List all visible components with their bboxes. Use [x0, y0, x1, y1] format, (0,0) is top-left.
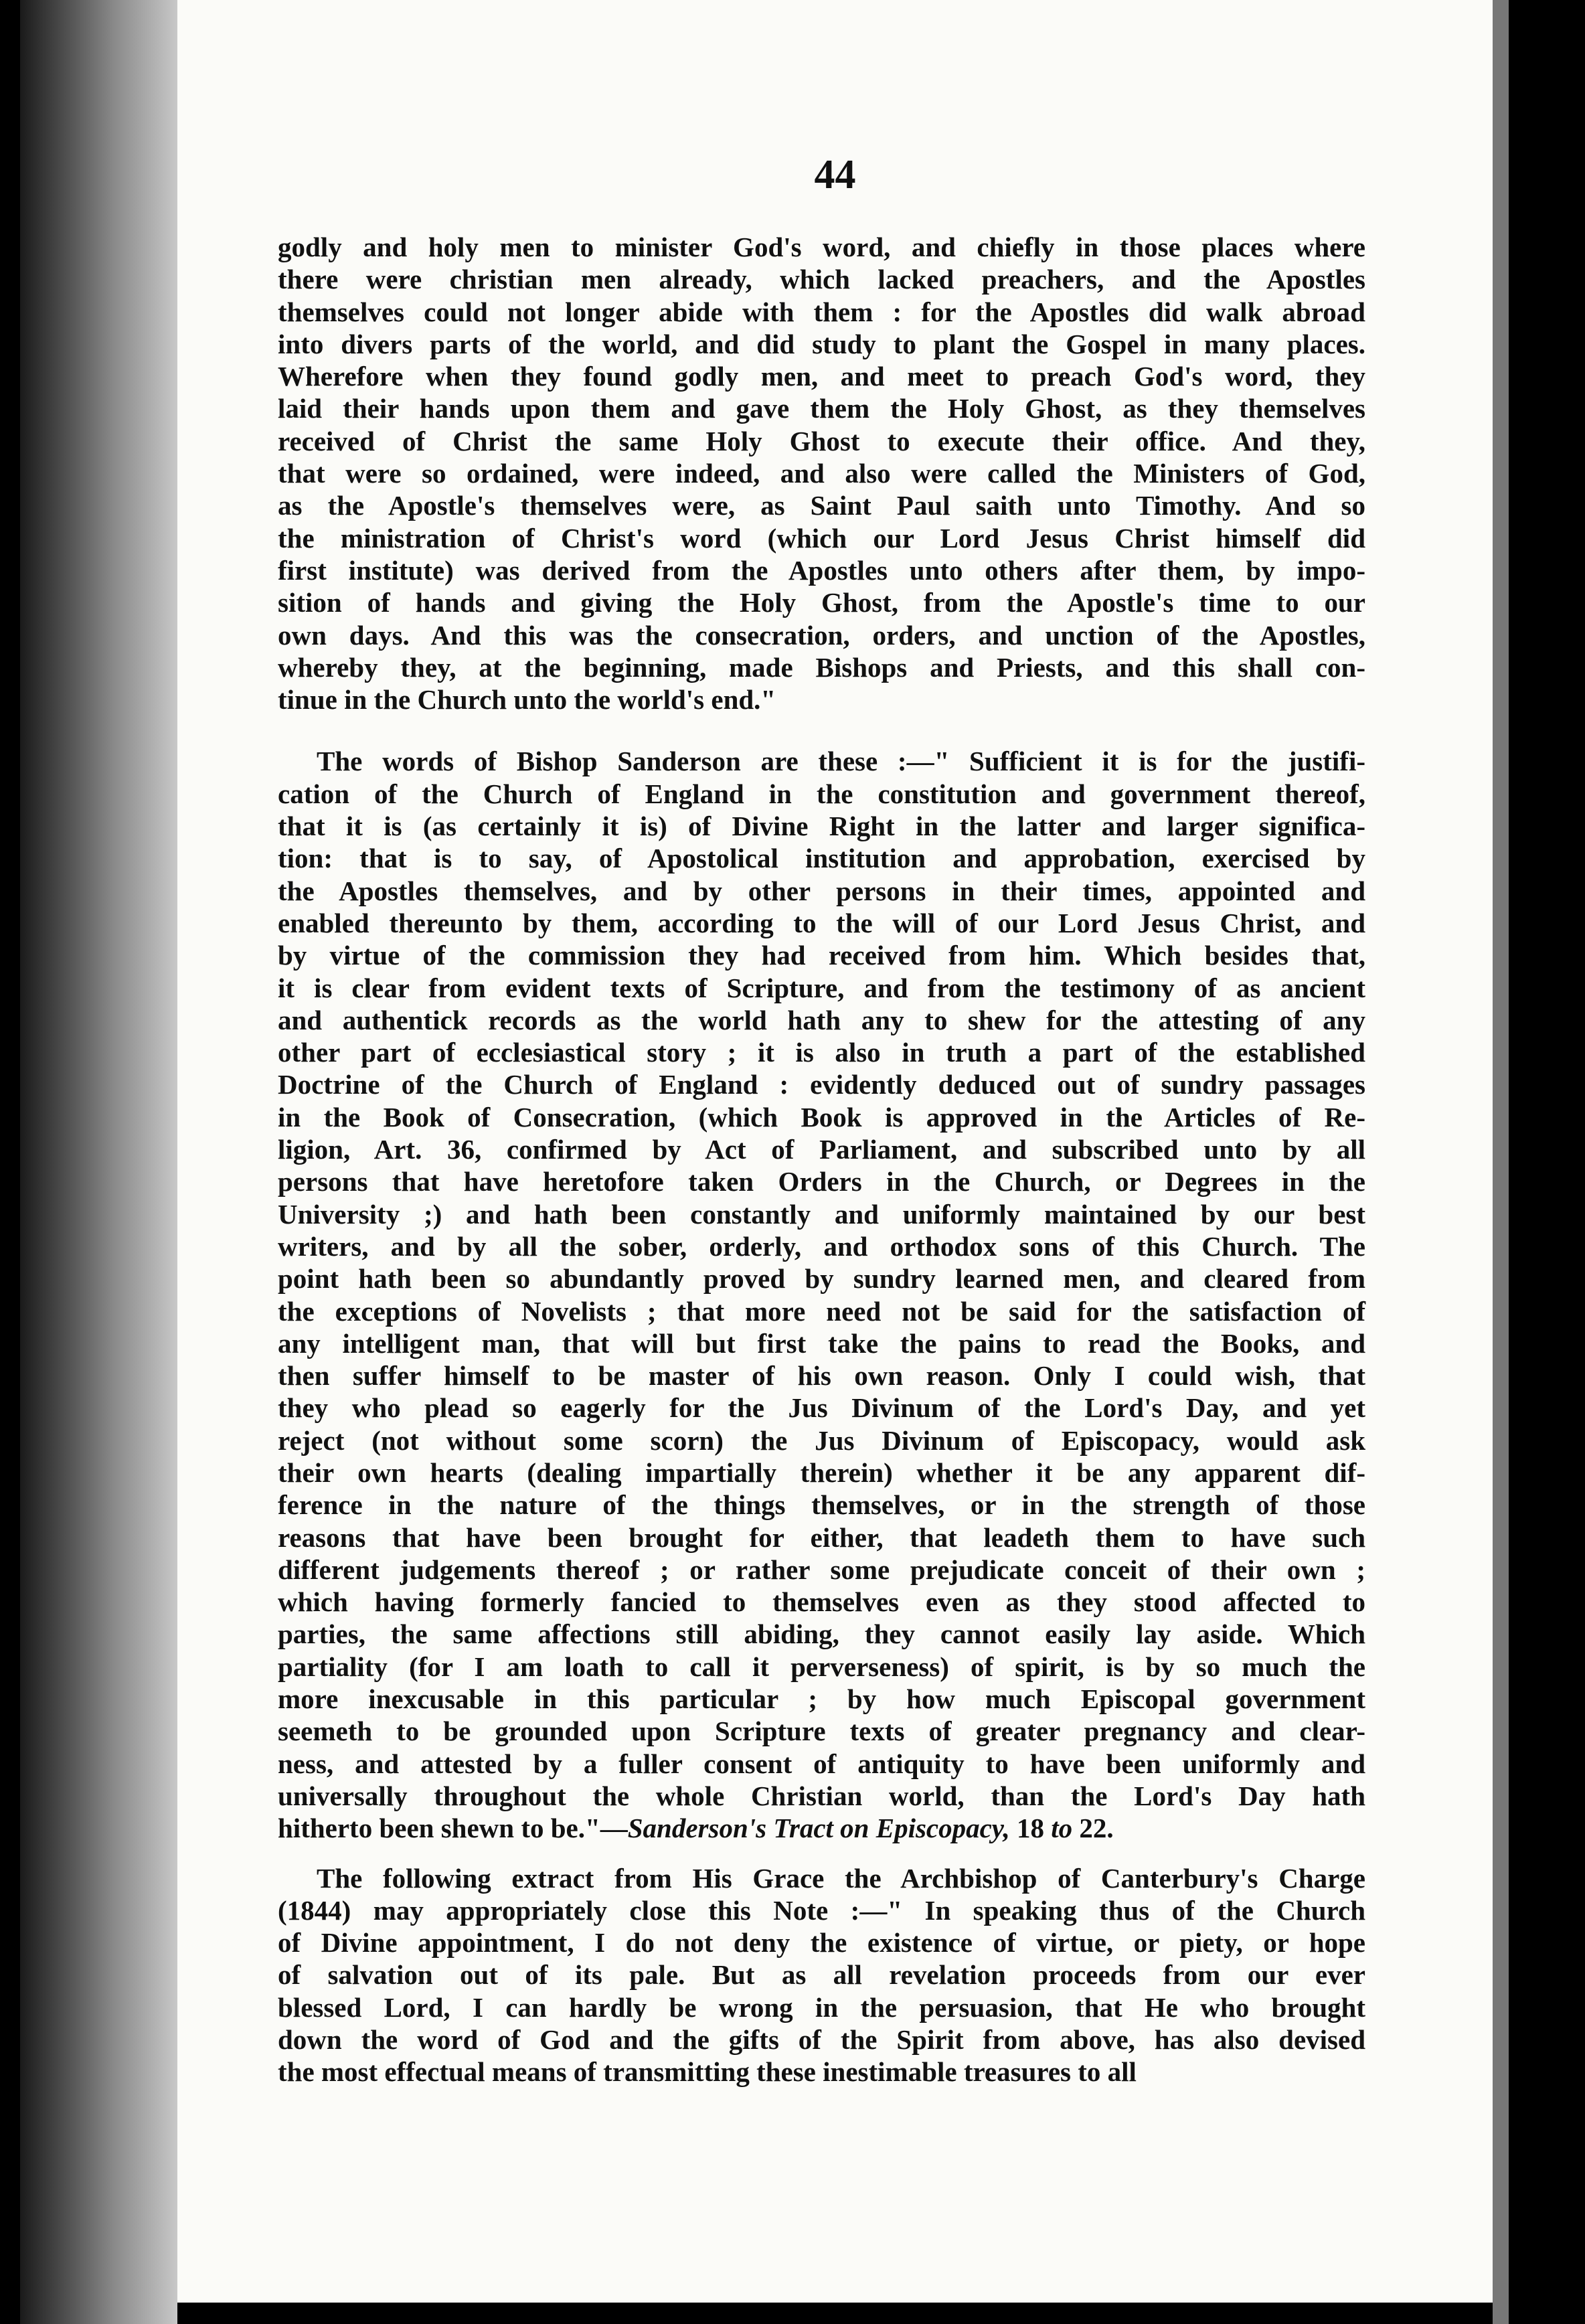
text-line: tion: that is to say, of Apostolical institution and approbation, exercised by [278, 843, 1365, 874]
text-line: seemeth to be grounded upon Scripture texts of greater pregnancy and clear- [278, 1716, 1365, 1747]
text-line: enabled thereunto by them, according to the will of our Lord Jesus Christ, and [278, 907, 1365, 938]
text-line: different judgements thereof ; or rather some prejudicate conceit of their own ; [278, 1554, 1365, 1585]
text-line: themselves could not longer abide with them : for the Apostles did walk abroad [278, 296, 1365, 327]
text-line: writers, and by all the sober, orderly, and orthodox sons of this Church. The [278, 1230, 1365, 1262]
text-line: whereby they, at the beginning, made Bishops and Priests, and this shall con- [278, 651, 1365, 683]
text-line: tinue in the Church unto the world's end." [278, 684, 776, 716]
text-line: sition of hands and giving the Holy Ghost, from the Apostle's time to our [278, 587, 1365, 618]
text-line: first institute) was derived from the Apostles unto others after them, by impo- [278, 554, 1365, 586]
text-line: godly and holy men to minister God's word, and chiefly in those places where [278, 232, 1365, 262]
text-line: any intelligent man, that will but first take the pains to read the Books, and [278, 1327, 1365, 1359]
text-line: ference in the nature of the things themselves, or in the strength of those [278, 1489, 1365, 1521]
text-line: universally throughout the whole Christian world, than the Lord's Day hath [278, 1780, 1365, 1811]
text-line: the Apostles themselves, and by other persons in their times, appointed and [278, 875, 1365, 906]
text-line: Doctrine of the Church of England : evidently deduced out of sundry passages [278, 1069, 1365, 1100]
text-line: which having formerly fancied to themselves even as they stood affected to [278, 1586, 1365, 1618]
paragraph-sanderson-quote [278, 745, 1365, 1844]
text-line: into divers parts of the world, and did study to plant the Gospel in many places. [278, 328, 1365, 359]
text-line: by virtue of the commission they had received from him. Which besides that, [278, 940, 1365, 971]
text-line: received of Christ the same Holy Ghost to execute their office. And they, [278, 425, 1365, 456]
text-line: the ministration of Christ's word (which our Lord Jesus Christ himself did [278, 522, 1365, 554]
text-line: the most effectual means of transmitting these inestimable treasures to all [278, 2056, 1137, 2088]
text-line: blessed Lord, I can hardly be wrong in the persuasion, that He who brought [278, 1991, 1365, 2023]
text-line: that it is (as certainly it is) of Divine Right in the latter and larger significa- [278, 811, 1365, 842]
text-line: own days. And this was the consecration, orders, and unction of the Apostles, [278, 619, 1365, 651]
text-line: Wherefore when they found godly men, and meet to preach God's word, they [278, 361, 1365, 392]
paragraph-ordination-quote [278, 231, 1365, 716]
citation-text: hitherto been shewn to be."— [278, 1813, 628, 1844]
body-text [278, 231, 1365, 2088]
text-line: then suffer himself to be master of his own reason. Only I could wish, that [278, 1360, 1365, 1392]
text-line: and authentick records as the world hath any to shew for the attesting of any [278, 1004, 1365, 1035]
text-line: University ;) and hath been constantly and uniformly maintained by our best [278, 1198, 1365, 1230]
text-line: other part of ecclesiastical story ; it is also in truth a part of the established [278, 1037, 1365, 1068]
text-line: more inexcusable in this particular ; by how much Episcopal government [278, 1683, 1365, 1715]
text-line: cation of the Church of England in the constitution and government thereof, [278, 778, 1365, 809]
text-line: parties, the same affections still abiding, they cannot easily lay aside. Which [278, 1618, 1365, 1650]
text-line: (1844) may appropriately close this Note :—" In speaking thus of the Church [278, 1894, 1365, 1926]
text-line: they who plead so eagerly for the Jus Divinum of the Lord's Day, and yet [278, 1392, 1365, 1424]
book-page-edge [20, 0, 177, 2324]
text-line: ligion, Art. 36, confirmed by Act of Parliament, and subscribed unto by all [278, 1134, 1365, 1165]
text-line: laid their hands upon them and gave them the Holy Ghost, as they themselves [278, 393, 1365, 424]
book-right-edge [1493, 0, 1509, 2324]
citation-italic: Sanderson's Tract on Episcopacy, [627, 1813, 1010, 1844]
text-line: ness, and attested by a fuller consent of antiquity to have been uniformly and [278, 1748, 1365, 1779]
text-line: reject (not without some scorn) the Jus Divinum of Episcopacy, would ask [278, 1424, 1365, 1456]
text-line: there were christian men already, which lacked preachers, and the Apostles [278, 264, 1365, 295]
text-line: reasons that have been brought for either, that leadeth them to have such [278, 1521, 1365, 1553]
text-line: persons that have heretofore taken Orders in the Church, or Degrees in the [278, 1166, 1365, 1197]
citation-text: 22. [1072, 1813, 1114, 1844]
citation-italic: to [1051, 1813, 1073, 1844]
text-line: down the word of God and the gifts of the Spirit from above, has also devised [278, 2024, 1365, 2056]
text-line: that were so ordained, were indeed, and also were called the Ministers of God, [278, 458, 1365, 489]
text-line: the exceptions of Novelists ; that more need not be said for the satisfaction of [278, 1295, 1365, 1327]
text-line: of Divine appointment, I do not deny the existence of virtue, or piety, or hope [278, 1927, 1365, 1959]
text-line: it is clear from evident texts of Scripture, and from the testimony of as ancient [278, 972, 1365, 1003]
text-line: in the Book of Consecration, (which Book is approved in the Articles of Re- [278, 1101, 1365, 1133]
page-number: 44 [814, 152, 856, 197]
text-line: partiality (for I am loath to call it perverseness) of spirit, is by so much the [278, 1651, 1365, 1682]
paragraph-archbishop-charge [278, 1862, 1365, 2088]
text-line: as the Apostle's themselves were, as Saint Paul saith unto Timothy. And so [278, 490, 1365, 521]
citation-text: 18 [1009, 1813, 1052, 1844]
text-line: The following extract from His Grace the Archbishop of Canterbury's Charge [317, 1862, 1365, 1894]
citation-line [278, 1812, 1365, 1844]
text-line: their own hearts (dealing impartially therein) whether it be any apparent dif- [278, 1457, 1365, 1488]
text-line: The words of Bishop Sanderson are these :—" Sufficient it is for the justifi- [317, 746, 1365, 777]
text-line: of salvation out of its pale. But as all revelation proceeds from our ever [278, 1959, 1365, 1991]
book-page [177, 0, 1493, 2303]
text-line: point hath been so abundantly proved by sundry learned men, and cleared from [278, 1263, 1365, 1295]
